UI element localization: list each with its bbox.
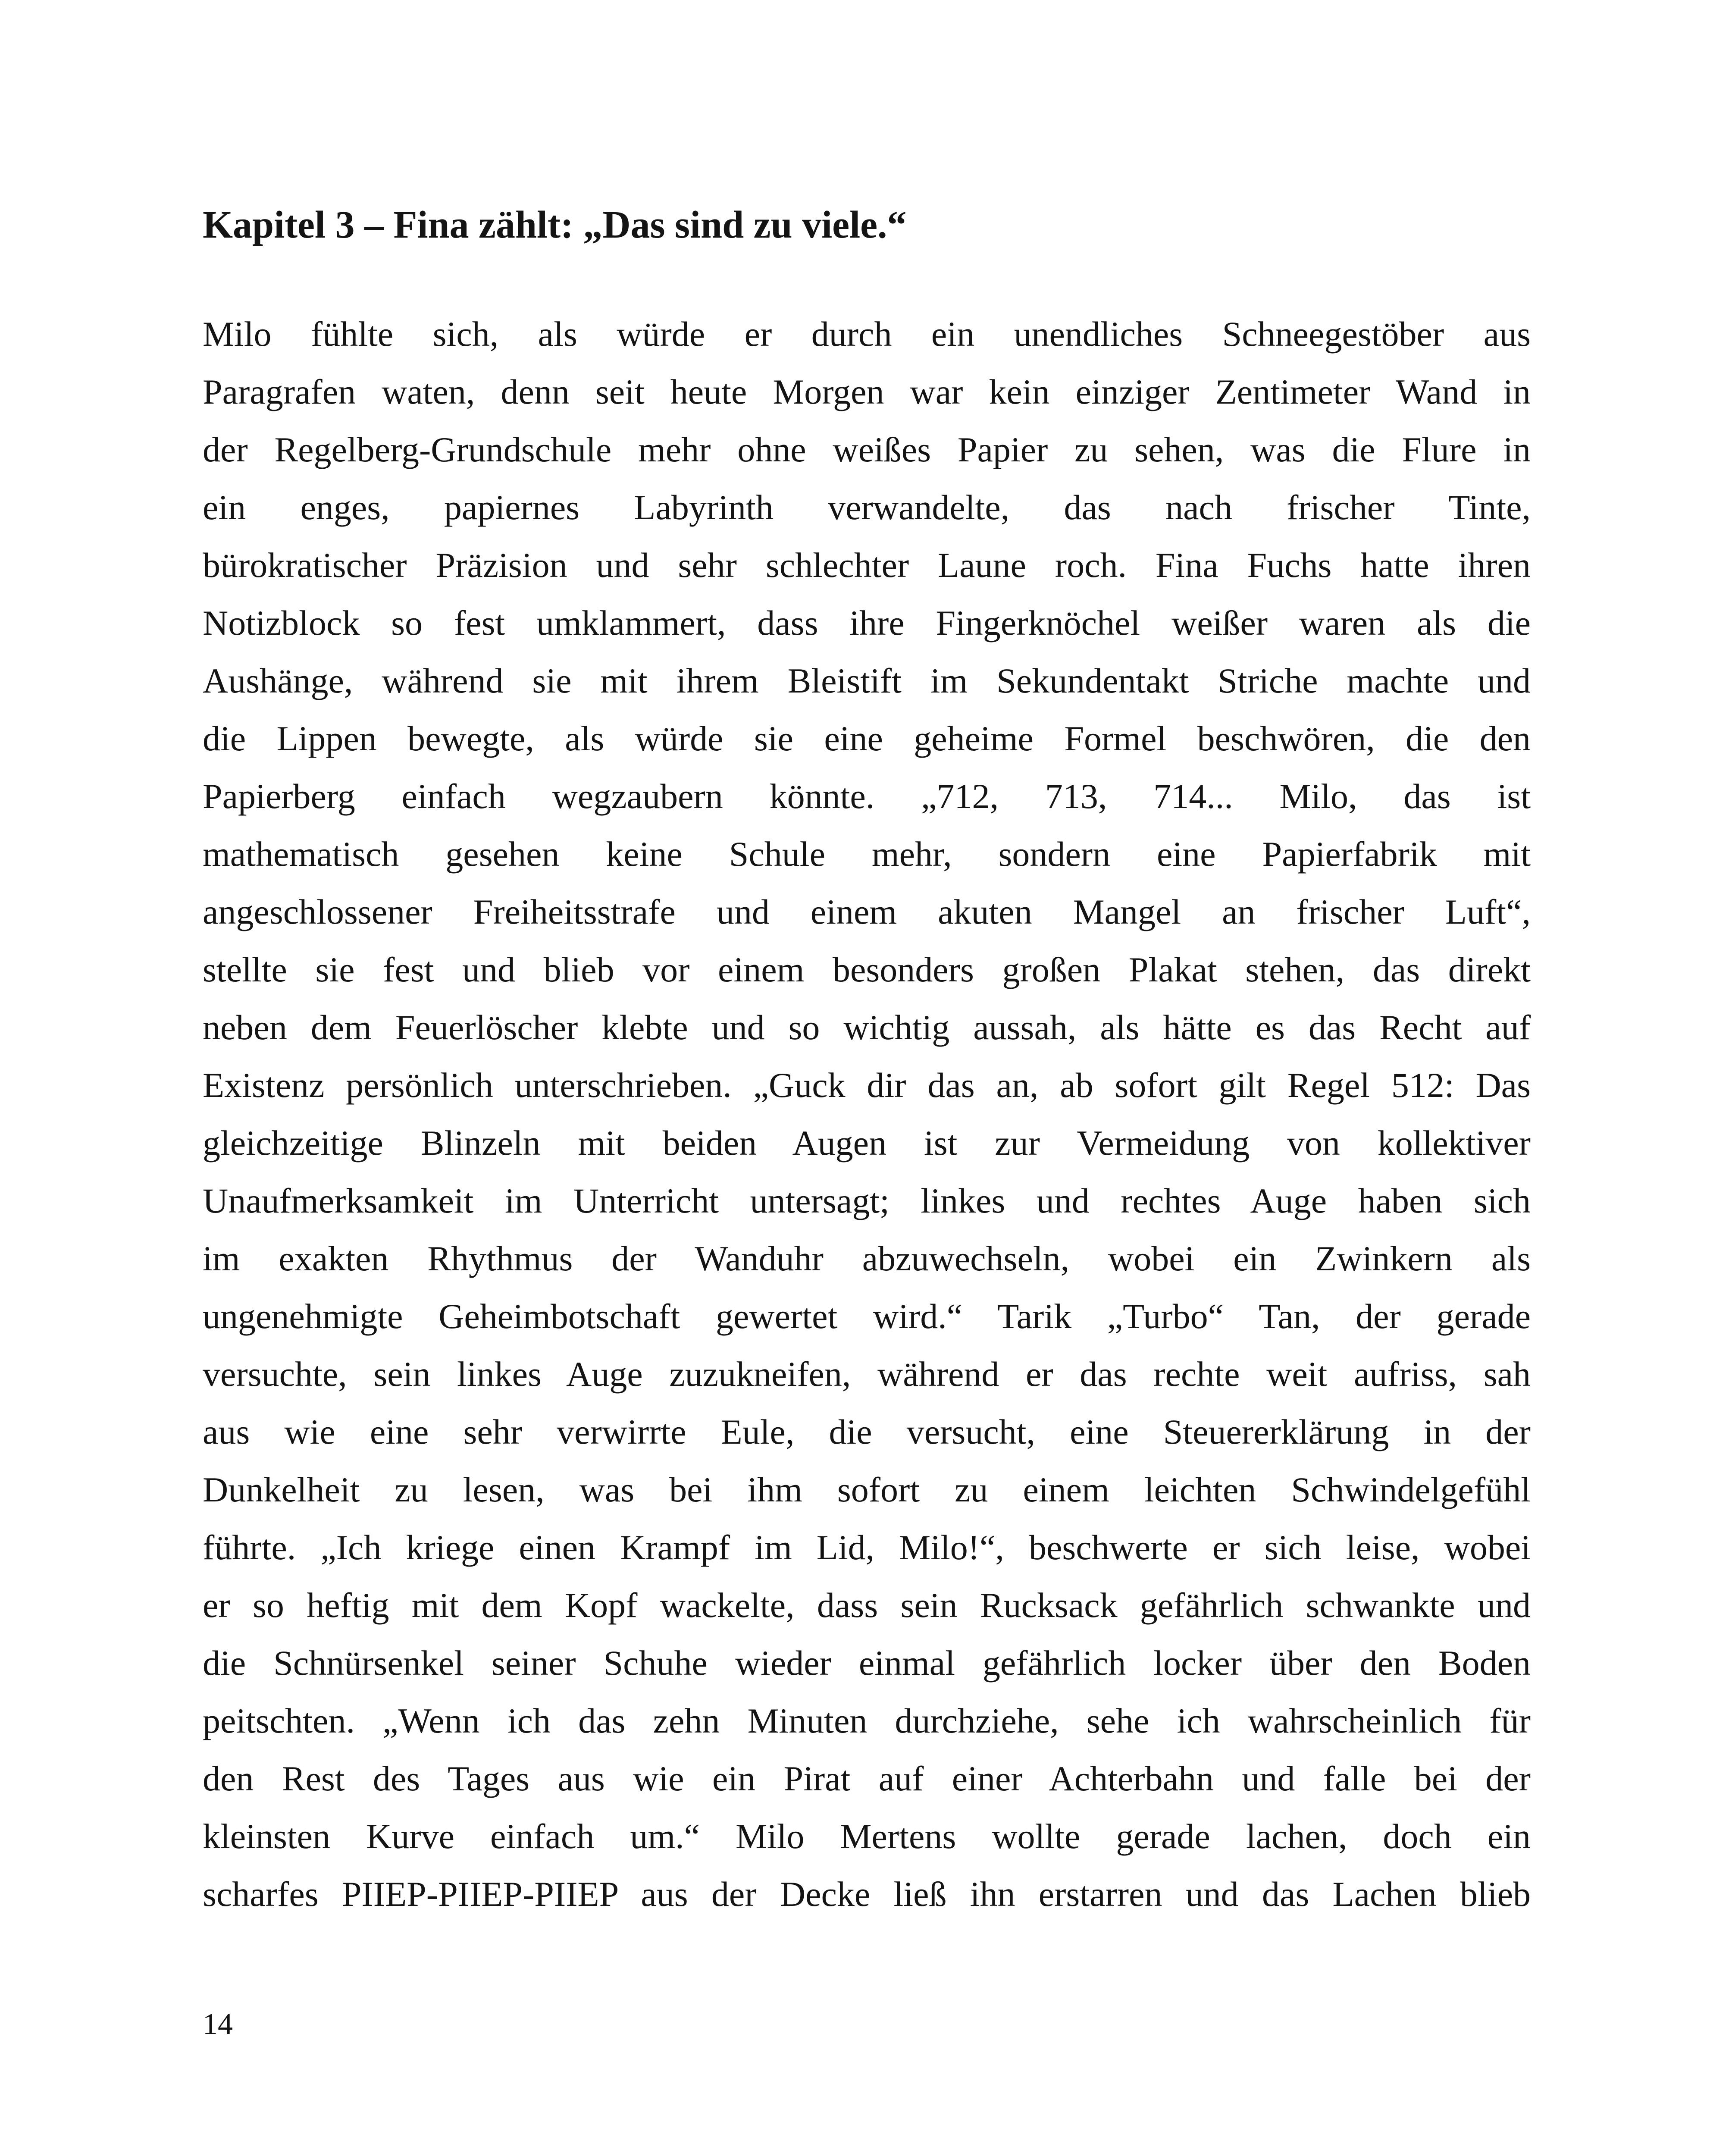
text-line: der Regelberg-Grundschule mehr ohne weißes Papier zu sehen, was die Flure in — [203, 430, 1531, 469]
text-line: im exakten Rhythmus der Wanduhr abzuwechseln, wobei ein Zwinkern als — [203, 1239, 1531, 1278]
text-line: peitschten. „Wenn ich das zehn Minuten durchziehe, sehe ich wahrscheinlich für — [203, 1701, 1531, 1740]
text-line: versuchte, sein linkes Auge zuzukneifen, während er das rechte weit aufriss, sah — [203, 1354, 1531, 1394]
text-line: kleinsten Kurve einfach um.“ Milo Mertens wollte gerade lachen, doch ein — [203, 1817, 1531, 1856]
body-paragraph — [203, 305, 1531, 1923]
text-line: stellte sie fest und blieb vor einem besonders großen Plakat stehen, das direkt — [203, 950, 1531, 989]
text-line: führte. „Ich kriege einen Krampf im Lid, Milo!“, beschwerte er sich leise, wobei — [203, 1528, 1531, 1567]
text-line: er so heftig mit dem Kopf wackelte, dass sein Rucksack gefährlich schwankte und — [203, 1586, 1531, 1625]
chapter-title: Kapitel 3 – Fina zählt: „Das sind zu viele.“ — [203, 204, 907, 246]
text-line: gleichzeitige Blinzeln mit beiden Augen ist zur Vermeidung von kollektiver — [203, 1123, 1531, 1163]
text-line: scharfes PIIEP-PIIEP-PIIEP aus der Decke ließ ihn erstarren und das Lachen blieb — [203, 1874, 1531, 1914]
text-line: mathematisch gesehen keine Schule mehr, sondern eine Papierfabrik mit — [203, 834, 1531, 874]
text-line: den Rest des Tages aus wie ein Pirat auf einer Achterbahn und falle bei der — [203, 1759, 1531, 1798]
text-line: ein enges, papiernes Labyrinth verwandelte, das nach frischer Tinte, — [203, 488, 1531, 527]
text-line: Notizblock so fest umklammert, dass ihre Fingerknöchel weißer waren als die — [203, 603, 1531, 642]
text-line: Aushänge, während sie mit ihrem Bleistift im Sekundentakt Striche machte und — [203, 661, 1531, 700]
text-line: Existenz persönlich unterschrieben. „Guck dir das an, ab sofort gilt Regel 512: Das — [203, 1065, 1531, 1105]
text-line: ungenehmigte Geheimbotschaft gewertet wird.“ Tarik „Turbo“ Tan, der gerade — [203, 1297, 1531, 1336]
text-line: angeschlossener Freiheitsstrafe und einem akuten Mangel an frischer Luft“, — [203, 892, 1531, 931]
text-line: Paragrafen waten, denn seit heute Morgen war kein einziger Zentimeter Wand in — [203, 372, 1531, 411]
text-line: Unaufmerksamkeit im Unterricht untersagt; linkes und rechtes Auge haben sich — [203, 1181, 1531, 1220]
text-line: Milo fühlte sich, als würde er durch ein unendliches Schneegestöber aus — [203, 314, 1531, 354]
text-line: Papierberg einfach wegzaubern könnte. „712, 713, 714... Milo, das ist — [203, 777, 1531, 816]
text-line: die Schnürsenkel seiner Schuhe wieder einmal gefährlich locker über den Boden — [203, 1643, 1531, 1683]
text-line: neben dem Feuerlöscher klebte und so wichtig aussah, als hätte es das Recht auf — [203, 1008, 1531, 1047]
text-line: bürokratischer Präzision und sehr schlechter Laune roch. Fina Fuchs hatte ihren — [203, 545, 1531, 585]
text-line: die Lippen bewegte, als würde sie eine geheime Formel beschwören, die den — [203, 719, 1531, 758]
text-line: aus wie eine sehr verwirrte Eule, die versucht, eine Steuererklärung in der — [203, 1412, 1531, 1451]
page-number: 14 — [203, 2008, 233, 2041]
text-line: Dunkelheit zu lesen, was bei ihm sofort zu einem leichten Schwindelgefühl — [203, 1470, 1531, 1509]
